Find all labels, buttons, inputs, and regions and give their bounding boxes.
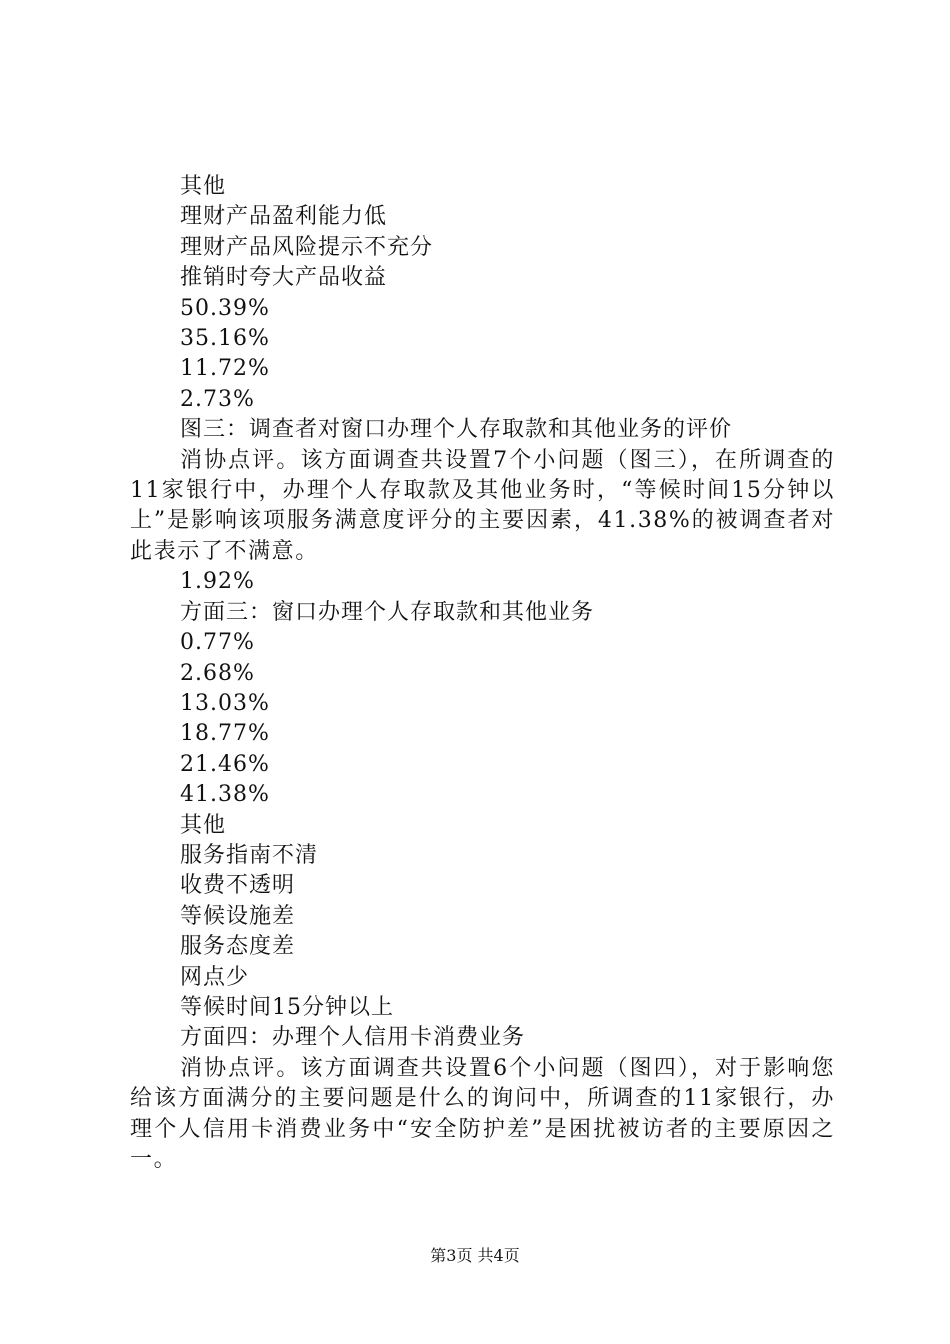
text-line: 等候时间15分钟以上 bbox=[180, 994, 394, 1020]
text-line: 推销时夸大产品收益 bbox=[180, 265, 388, 291]
section-heading: 方面四：办理个人信用卡消费业务 bbox=[180, 1025, 526, 1051]
text-line: 21.46% bbox=[180, 751, 270, 777]
page-footer: 第3页 共4页 bbox=[430, 1246, 520, 1265]
text-line: 18.77% bbox=[180, 721, 270, 747]
text-line: 其他 bbox=[180, 812, 227, 838]
text-line: 服务态度差 bbox=[180, 934, 296, 960]
text-line: 2.68% bbox=[180, 660, 255, 686]
paragraph: 消协点评。该方面调查共设置6个小问题（图四），对于影响您给该方面满分的主要问题是什么的询问中，所调查的11家银行，办理个人信用卡消费业务中“安全防护差”是困扰被访者的主要原因之一。 bbox=[130, 1055, 835, 1172]
text-line: 2.73% bbox=[180, 386, 255, 412]
page-content bbox=[130, 172, 835, 1175]
text-line: 1.92% bbox=[180, 569, 255, 595]
section-heading: 方面三：窗口办理个人存取款和其他业务 bbox=[180, 599, 595, 625]
text-line: 网点少 bbox=[180, 964, 250, 990]
figure-caption: 图三：调查者对窗口办理个人存取款和其他业务的评价 bbox=[180, 417, 733, 443]
text-line: 13.03% bbox=[180, 690, 270, 716]
text-line: 理财产品盈利能力低 bbox=[180, 204, 388, 230]
text-line: 其他 bbox=[180, 174, 227, 199]
text-line: 35.16% bbox=[180, 326, 270, 352]
text-line: 理财产品风险提示不充分 bbox=[180, 234, 434, 260]
text-line: 0.77% bbox=[180, 630, 255, 656]
text-line: 等候设施差 bbox=[180, 903, 296, 929]
text-line: 41.38% bbox=[180, 782, 270, 808]
paragraph: 消协点评。该方面调查共设置7个小问题（图三），在所调查的11家银行中，办理个人存取款及其他业务时，“等候时间15分钟以上”是影响该项服务满意度评分的主要因素，41.38%的被调查者对此表示了不满意。 bbox=[130, 447, 835, 564]
text-line: 服务指南不清 bbox=[180, 842, 319, 868]
text-line: 50.39% bbox=[180, 295, 270, 321]
text-line: 收费不透明 bbox=[180, 873, 296, 899]
text-line: 11.72% bbox=[180, 356, 270, 382]
